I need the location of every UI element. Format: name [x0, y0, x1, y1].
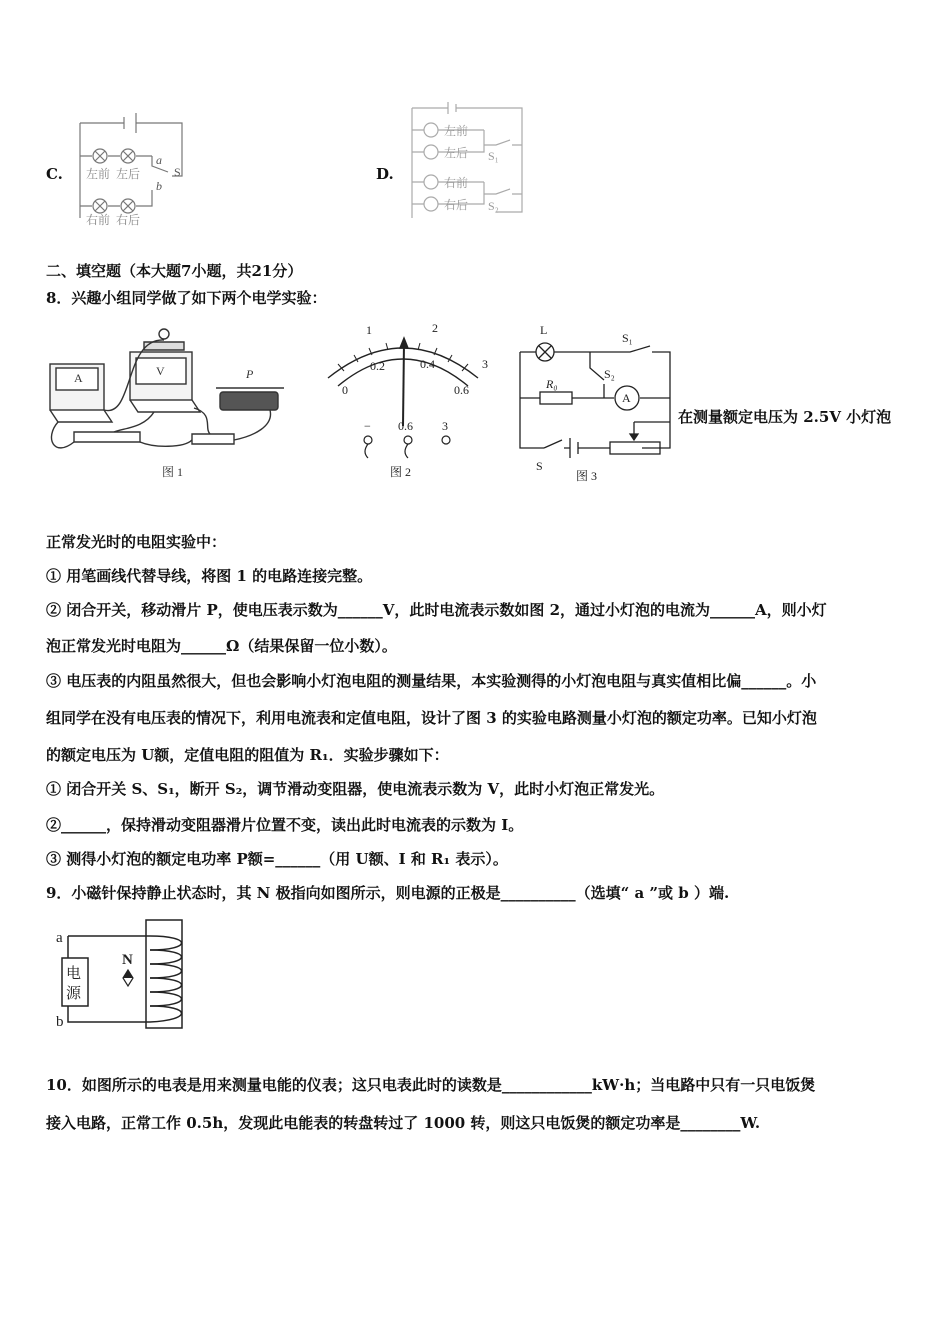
q8-side-text: 在测量额定电压为 2.5V 小灯泡: [678, 408, 892, 426]
q8-line-6: 组同学在没有电压表的情况下，利用电流表和定值电阻，设计了图 3 的实验电路测量小灯泡的额定功率。已知小灯泡: [46, 709, 817, 727]
option-c-lamp-3: 右前: [86, 213, 111, 226]
fig2-top-1: 1: [366, 323, 372, 337]
section-heading: 二、填空题（本大题7小题，共21分）: [46, 262, 303, 280]
option-d-lamp-4: 右后: [444, 198, 469, 212]
q9-text: 9．小磁针保持静止状态时，其 N 极指向如图所示，则电源的正极是__________（选填“ a ”或 b ）端.: [46, 884, 730, 902]
q8-line-3: ② 闭合开关，移动滑片 P，使电压表示数为______V，此时电流表示数如图 2，通过小灯泡的电流为______A，则小灯: [46, 601, 827, 619]
q8-line-8: ① 闭合开关 S、S₁，断开 S₂，调节滑动变阻器，使电流表示数为 V，此时小灯泡正常发光。: [46, 780, 665, 798]
fig2-terminal-06: 0.6: [398, 419, 413, 433]
option-c-switch-label: S: [174, 165, 181, 179]
option-c-terminal-b: b: [156, 179, 162, 193]
fig3-label-S2: S₂: [604, 367, 615, 381]
fig2-terminal-minus: −: [364, 419, 371, 433]
q9-source-char-1: 电: [66, 966, 82, 982]
option-c-label: C.: [46, 165, 63, 183]
q8-line-5: ③ 电压表的内阻虽然很大，但也会影响小灯泡电阻的测量结果，本实验测得的小灯泡电阻与真实值相比偏______。小: [46, 672, 817, 690]
q8-line-7: 的额定电压为 U额，定值电阻的阻值为 R₁．实验步骤如下：: [46, 746, 449, 764]
option-d-lamp-3: 右前: [444, 176, 469, 190]
fig2-bottom-0: 0: [342, 383, 348, 397]
q8-line-2: ① 用笔画线代替导线，将图 1 的电路连接完整。: [46, 567, 373, 585]
fig2-top-3: 3: [482, 357, 488, 371]
q9-source-char-2: 源: [66, 986, 82, 1002]
q10-line-2: 接入电路，正常工作 0.5h，发现此电能表的转盘转过了 1000 转，则这只电饭煲的额定功率是________W.: [46, 1114, 761, 1132]
q8-figure-1: [44, 318, 294, 486]
option-d-switch-2: S₂: [488, 199, 499, 213]
fig3-label-L: L: [540, 323, 548, 337]
q8-line-10: ③ 测得小灯泡的额定电功率 P额=______（用 U额、I 和 R₁ 表示）。: [46, 850, 508, 868]
q8-line-1: 正常发光时的电阻实验中：: [46, 533, 227, 551]
fig2-terminal-3: 3: [442, 419, 448, 433]
fig2-caption: 图 2: [390, 465, 412, 479]
fig3-label-R0: R₀: [546, 377, 558, 391]
q9-terminal-b: b: [56, 1014, 64, 1030]
q9-terminal-a: a: [56, 930, 63, 946]
fig1-caption: 图 1: [162, 465, 184, 479]
option-c-lamp-4: 右后: [116, 213, 141, 226]
fig2-bottom-2: 0.4: [420, 357, 435, 371]
svg-text:A: A: [74, 371, 83, 385]
option-d-circuit: [404, 100, 530, 226]
fig3-label-S: S: [536, 459, 543, 473]
q9-n-label: N: [122, 952, 133, 968]
q10-line-1: 10．如图所示的电表是用来测量电能的仪表；这只电表此时的读数是____________kW·h；当电路中只有一只电饭煲: [46, 1076, 816, 1094]
fig1-slider-label: P: [246, 367, 254, 381]
fig3-label-A: A: [622, 391, 631, 405]
q8-figure-3: [510, 318, 678, 488]
q8-intro: 8．兴趣小组同学做了如下两个电学实验：: [46, 289, 327, 307]
option-c-terminal-a: a: [156, 153, 162, 167]
option-c-circuit: [72, 108, 192, 226]
option-d-switch-1: S₁: [488, 149, 499, 163]
option-c-lamp-2: 左后: [116, 167, 141, 181]
q9-figure: [52, 914, 202, 1032]
q8-figure-2: [308, 318, 498, 486]
fig3-caption: 图 3: [576, 469, 598, 483]
fig2-bottom-3: 0.6: [454, 383, 469, 397]
q8-line-9: ②______，保持滑动变阻器滑片位置不变，读出此时电流表的示数为 I。: [46, 816, 524, 834]
option-d-label: D.: [376, 165, 394, 183]
option-d-lamp-2: 左后: [444, 146, 469, 160]
fig2-top-2: 2: [432, 321, 438, 335]
option-d-lamp-1: 左前: [444, 124, 469, 138]
fig2-bottom-1: 0.2: [370, 359, 385, 373]
q8-line-4: 泡正常发光时电阻为______Ω（结果保留一位小数）。: [46, 637, 397, 655]
svg-text:V: V: [156, 364, 165, 378]
fig3-label-S1: S₁: [622, 331, 633, 345]
option-c-lamp-1: 左前: [86, 167, 111, 181]
